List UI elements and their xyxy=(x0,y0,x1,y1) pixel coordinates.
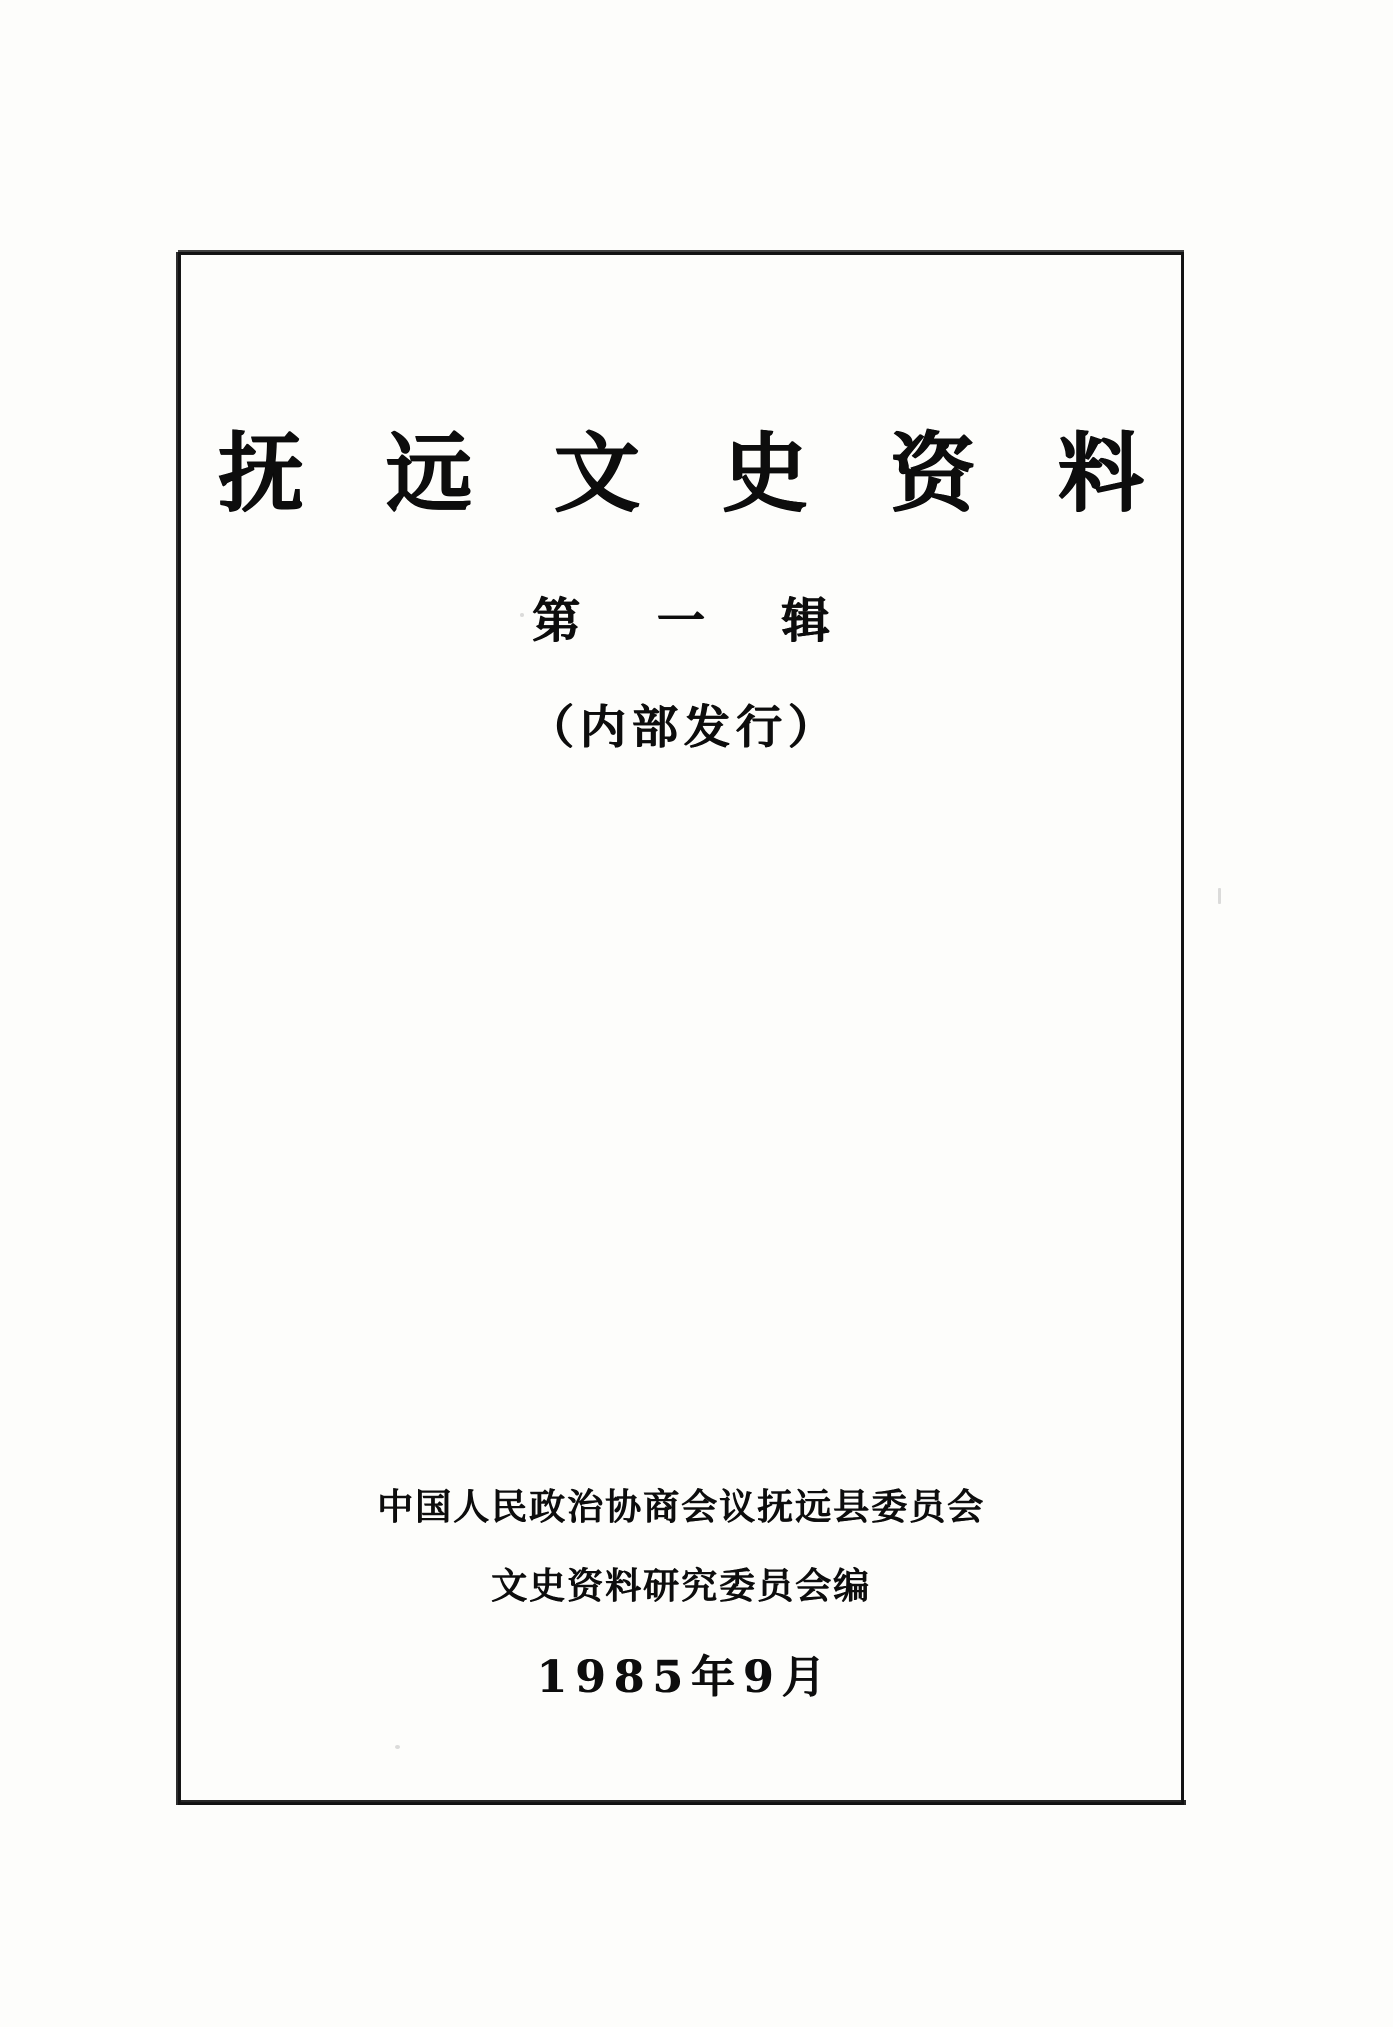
publisher-line-2: 文史资料研究委员会编 xyxy=(490,1565,871,1607)
publisher-line-1: 中国人民政治协商会议抚远县委员会 xyxy=(376,1486,985,1528)
imprint-block xyxy=(178,1479,1184,1705)
cover-content xyxy=(178,252,1184,1805)
book-title: 抚 远 文 史 资 料 xyxy=(218,423,1170,524)
distribution-note: （内部发行） xyxy=(528,699,840,754)
publication-date: 1985年9月 xyxy=(536,1652,834,1703)
volume-label: 第 一 辑 xyxy=(532,592,860,649)
scan-speckle xyxy=(395,1745,400,1749)
scan-speckle xyxy=(520,613,524,617)
scan-speckle xyxy=(1218,888,1221,904)
